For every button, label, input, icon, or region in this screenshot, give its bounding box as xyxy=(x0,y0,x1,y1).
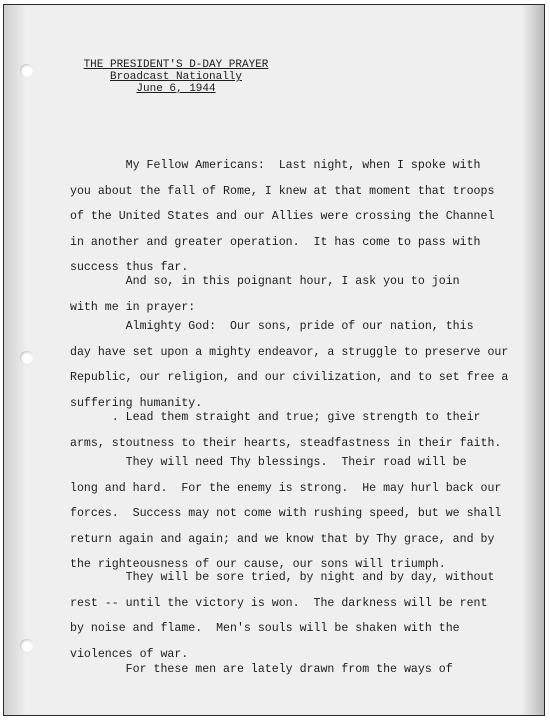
text-line: rest -- until the victory is won. The darkness will be rent xyxy=(70,596,488,610)
text-line: day have set upon a mighty endeavor, a struggle to preserve our xyxy=(70,345,509,359)
text-line: arms, stoutness to their hearts, steadfastness in their faith. xyxy=(70,436,502,450)
text-line: They will be sore tried, by night and by day, without xyxy=(70,571,495,584)
text-line: For these men are lately drawn from the ways of xyxy=(70,663,453,676)
paragraph-4 xyxy=(70,405,510,456)
text-line: you about the fall of Rome, I knew at that moment that troops xyxy=(70,184,495,198)
text-line: in another and greater operation. It has come to pass with xyxy=(70,235,481,249)
text-line: violences of war. xyxy=(70,647,189,661)
paragraph-5 xyxy=(70,450,510,578)
text-line: by noise and flame. Men's souls will be shaken with the xyxy=(70,622,460,635)
paragraph-3 xyxy=(70,314,510,416)
heading-title: THE PRESIDENT'S D-DAY PRAYER xyxy=(83,59,269,71)
document-page xyxy=(3,4,545,716)
text-line: the righteousness of our cause, our sons will triumph. xyxy=(70,558,446,571)
text-line: return again and again; and we know that by Thy grace, and by xyxy=(70,532,495,546)
text-line: And so, in this poignant hour, I ask you to join xyxy=(70,275,460,288)
text-line: forces. Success may not come with rushing speed, but we shall xyxy=(70,507,502,520)
text-line: success thus far. xyxy=(70,261,189,274)
document-heading xyxy=(72,59,280,95)
heading-date: June 6, 1944 xyxy=(136,83,216,95)
paragraph-2 xyxy=(70,269,510,320)
punch-hole-middle xyxy=(20,351,33,364)
paragraph-7 xyxy=(70,657,510,683)
heading-subtitle: Broadcast Nationally xyxy=(109,71,243,83)
text-line: of the United States and our Allies were crossing the Channel xyxy=(70,210,495,223)
text-line: My Fellow Americans: Last night, when I spoke with xyxy=(70,159,481,172)
text-line: Almighty God: Our sons, pride of our nation, this xyxy=(70,320,474,333)
text-line: Republic, our religion, and our civilization, and to set free a xyxy=(70,371,509,384)
page-edge-shadow-right xyxy=(522,5,544,715)
text-line: with me in prayer: xyxy=(70,300,196,314)
paragraph-6 xyxy=(70,565,510,667)
text-line: suffering humanity. xyxy=(70,396,203,410)
text-line: . Lead them straight and true; give strength to their xyxy=(70,411,481,424)
text-line: long and hard. For the enemy is strong. He may hurl back our xyxy=(70,481,502,495)
punch-hole-bottom xyxy=(20,639,33,652)
punch-hole-top xyxy=(20,64,33,77)
paragraph-1 xyxy=(70,153,510,281)
text-line: They will need Thy blessings. Their road will be xyxy=(70,456,467,469)
